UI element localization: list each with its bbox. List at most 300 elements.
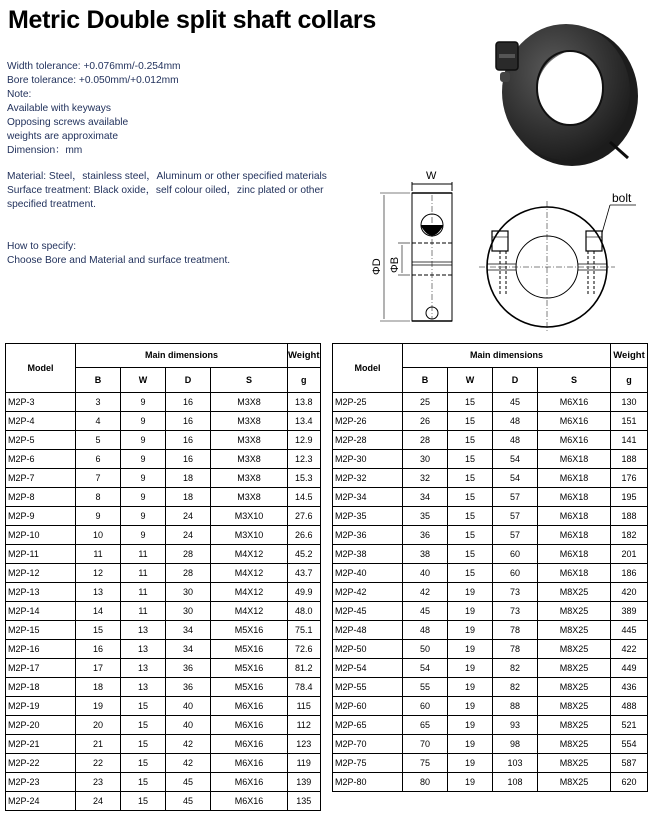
model-cell: M2P-28	[333, 431, 403, 450]
diameter-cell: 57	[493, 507, 538, 526]
screw-cell: M6X18	[538, 450, 611, 469]
screw-cell: M4X12	[211, 602, 288, 621]
weight-cell: 186	[611, 564, 648, 583]
bore-cell: 15	[76, 621, 121, 640]
weight-cell: 72.6	[288, 640, 321, 659]
technical-drawing	[360, 165, 652, 340]
collar-body	[496, 24, 638, 166]
screw-cell: M4X12	[211, 545, 288, 564]
model-cell: M2P-75	[333, 754, 403, 773]
weight-cell: 13.4	[288, 412, 321, 431]
diameter-cell: 60	[493, 545, 538, 564]
weight-cell: 13.8	[288, 393, 321, 412]
width-cell: 9	[121, 412, 166, 431]
diameter-cell: 24	[166, 507, 211, 526]
width-cell: 19	[448, 678, 493, 697]
bore-cell: 35	[403, 507, 448, 526]
width-cell: 15	[121, 792, 166, 811]
model-cell: M2P-18	[6, 678, 76, 697]
bore-cell: 19	[76, 697, 121, 716]
model-cell: M2P-22	[6, 754, 76, 773]
table-row	[333, 678, 648, 697]
screw-cell: M8X25	[538, 602, 611, 621]
bore-cell: 28	[403, 431, 448, 450]
bore-cell: 45	[403, 602, 448, 621]
bore-cell: 3	[76, 393, 121, 412]
screw-cell: M6X18	[538, 564, 611, 583]
tolerance-notes	[7, 60, 327, 158]
screw-cell: M8X25	[538, 583, 611, 602]
table-row	[6, 564, 321, 583]
diameter-cell: 93	[493, 716, 538, 735]
diameter-cell: 16	[166, 450, 211, 469]
diameter-cell: 60	[493, 564, 538, 583]
table-row	[6, 545, 321, 564]
diameter-cell: 54	[493, 469, 538, 488]
bore-cell: 16	[76, 640, 121, 659]
diameter-cell: 34	[166, 640, 211, 659]
table-row	[333, 754, 648, 773]
diameter-cell: 16	[166, 412, 211, 431]
screw-cell: M6X16	[538, 431, 611, 450]
bore-cell: 21	[76, 735, 121, 754]
table-row	[333, 697, 648, 716]
table-row	[333, 659, 648, 678]
diameter-cell: 108	[493, 773, 538, 792]
bore-cell: 30	[403, 450, 448, 469]
bore-cell: 40	[403, 564, 448, 583]
diameter-cell: 16	[166, 393, 211, 412]
bore-cell: 4	[76, 412, 121, 431]
diameter-cell: 45	[166, 773, 211, 792]
weight-cell: 176	[611, 469, 648, 488]
width-cell: 11	[121, 545, 166, 564]
table-row	[333, 507, 648, 526]
table-row	[6, 602, 321, 621]
weight-cell: 49.9	[288, 583, 321, 602]
screw-cell: M8X25	[538, 621, 611, 640]
model-cell: M2P-36	[333, 526, 403, 545]
screw-cell: M4X12	[211, 564, 288, 583]
diameter-cell: 54	[493, 450, 538, 469]
width-cell: 13	[121, 678, 166, 697]
weight-cell: 141	[611, 431, 648, 450]
diameter-cell: 42	[166, 754, 211, 773]
bore-cell: 54	[403, 659, 448, 678]
diameter-cell: 28	[166, 564, 211, 583]
width-cell: 15	[448, 507, 493, 526]
model-cell: M2P-65	[333, 716, 403, 735]
width-cell: 15	[448, 412, 493, 431]
width-header: W	[121, 368, 166, 393]
model-cell: M2P-11	[6, 545, 76, 564]
screw-cell: M3X8	[211, 412, 288, 431]
material-line: Material: Steel，stainless steel，Aluminum or other specified materials	[7, 171, 327, 182]
main-dimensions-header: Main dimensions	[403, 344, 611, 368]
weight-cell: 188	[611, 507, 648, 526]
weight-cell: 15.3	[288, 469, 321, 488]
diameter-cell: 18	[166, 488, 211, 507]
width-cell: 15	[448, 488, 493, 507]
model-cell: M2P-23	[6, 773, 76, 792]
width-cell: 15	[448, 469, 493, 488]
table-row	[333, 450, 648, 469]
table-row	[333, 773, 648, 792]
weight-cell: 436	[611, 678, 648, 697]
weight-cell: 119	[288, 754, 321, 773]
diameter-cell: 28	[166, 545, 211, 564]
width-cell: 9	[121, 393, 166, 412]
od-label: ΦD	[371, 258, 383, 275]
table-row	[333, 545, 648, 564]
width-cell: 9	[121, 507, 166, 526]
screw-cell: M4X12	[211, 583, 288, 602]
table-row	[333, 564, 648, 583]
bore-header: B	[403, 368, 448, 393]
bore-cell: 50	[403, 640, 448, 659]
screw-cell: M8X25	[538, 678, 611, 697]
weight-cell: 45.2	[288, 545, 321, 564]
diameter-cell: 78	[493, 621, 538, 640]
width-cell: 19	[448, 659, 493, 678]
model-cell: M2P-32	[333, 469, 403, 488]
weight-cell: 78.4	[288, 678, 321, 697]
weight-cell: 75.1	[288, 621, 321, 640]
table-header-row	[6, 344, 321, 368]
width-cell: 15	[121, 735, 166, 754]
screw-cell: M3X8	[211, 469, 288, 488]
screw-cell: M8X25	[538, 773, 611, 792]
diameter-cell: 30	[166, 602, 211, 621]
table-row	[6, 659, 321, 678]
table-row	[6, 621, 321, 640]
diameter-cell: 45	[493, 393, 538, 412]
model-cell: M2P-3	[6, 393, 76, 412]
table-row	[333, 431, 648, 450]
diameter-cell: 78	[493, 640, 538, 659]
screw-header: S	[211, 368, 288, 393]
model-cell: M2P-19	[6, 697, 76, 716]
width-cell: 11	[121, 602, 166, 621]
weight-unit: g	[288, 368, 321, 393]
bore-cell: 22	[76, 754, 121, 773]
table-row	[333, 393, 648, 412]
screw-cell: M8X25	[538, 735, 611, 754]
diameter-cell: 24	[166, 526, 211, 545]
model-cell: M2P-14	[6, 602, 76, 621]
bore-cell: 11	[76, 545, 121, 564]
screw-header: S	[538, 368, 611, 393]
width-cell: 15	[448, 393, 493, 412]
front-view	[479, 201, 636, 333]
screw-cell: M8X25	[538, 640, 611, 659]
table-header-row	[333, 344, 648, 368]
model-cell: M2P-6	[6, 450, 76, 469]
weight-cell: 151	[611, 412, 648, 431]
how-to-specify-text: Choose Bore and Material and surface treatment.	[7, 255, 231, 266]
table-row	[6, 469, 321, 488]
how-to-specify	[7, 240, 327, 268]
diameter-cell: 73	[493, 602, 538, 621]
width-cell: 9	[121, 450, 166, 469]
weight-cell: 449	[611, 659, 648, 678]
diameter-cell: 98	[493, 735, 538, 754]
page-title: Metric Double split shaft collars	[8, 6, 376, 34]
width-cell: 11	[121, 583, 166, 602]
screw-cell: M5X16	[211, 678, 288, 697]
width-cell: 15	[448, 545, 493, 564]
table-row	[6, 792, 321, 811]
how-to-specify-label: How to specify:	[7, 241, 77, 252]
bore-tolerance: Bore tolerance: +0.050mm/+0.012mm	[7, 75, 179, 86]
bore-cell: 26	[403, 412, 448, 431]
model-cell: M2P-13	[6, 583, 76, 602]
table-row	[6, 754, 321, 773]
bore-cell: 48	[403, 621, 448, 640]
bore-cell: 42	[403, 583, 448, 602]
weight-cell: 422	[611, 640, 648, 659]
bore-cell: 24	[76, 792, 121, 811]
diameter-cell: 103	[493, 754, 538, 773]
table-row	[6, 697, 321, 716]
width-cell: 15	[448, 431, 493, 450]
weight-unit: g	[611, 368, 648, 393]
width-cell: 19	[448, 697, 493, 716]
table-row	[333, 640, 648, 659]
weight-cell: 201	[611, 545, 648, 564]
screw-cell: M3X8	[211, 450, 288, 469]
table-row	[333, 716, 648, 735]
model-cell: M2P-55	[333, 678, 403, 697]
width-cell: 11	[121, 564, 166, 583]
bore-cell: 7	[76, 469, 121, 488]
width-cell: 9	[121, 431, 166, 450]
width-cell: 13	[121, 640, 166, 659]
table-row	[6, 640, 321, 659]
table-row	[6, 488, 321, 507]
bore-header: B	[76, 368, 121, 393]
width-cell: 9	[121, 488, 166, 507]
surface-treatment-line: Surface treatment: Black oxide，self colour oiled，zinc plated or other specified treatment.	[7, 185, 324, 210]
width-cell: 19	[448, 716, 493, 735]
bore-cell: 75	[403, 754, 448, 773]
diameter-cell: 36	[166, 678, 211, 697]
bore-cell: 20	[76, 716, 121, 735]
model-cell: M2P-5	[6, 431, 76, 450]
dimension-unit: Dimension：mm	[7, 145, 83, 156]
diameter-cell: 16	[166, 431, 211, 450]
bore-cell: 18	[76, 678, 121, 697]
width-label: W	[426, 170, 437, 182]
model-cell: M2P-25	[333, 393, 403, 412]
diameter-cell: 34	[166, 621, 211, 640]
weight-cell: 445	[611, 621, 648, 640]
model-cell: M2P-4	[6, 412, 76, 431]
width-cell: 13	[121, 659, 166, 678]
screw-cell: M8X25	[538, 659, 611, 678]
model-cell: M2P-40	[333, 564, 403, 583]
bore-cell: 80	[403, 773, 448, 792]
screw-cell: M6X16	[211, 697, 288, 716]
table-row	[6, 735, 321, 754]
weight-cell: 182	[611, 526, 648, 545]
weight-cell: 620	[611, 773, 648, 792]
weight-cell: 587	[611, 754, 648, 773]
model-header: Model	[333, 344, 403, 393]
table-row	[333, 526, 648, 545]
bore-cell: 6	[76, 450, 121, 469]
table-row	[6, 450, 321, 469]
model-cell: M2P-38	[333, 545, 403, 564]
model-cell: M2P-17	[6, 659, 76, 678]
dimensions-table-left	[5, 343, 321, 811]
screw-cell: M5X16	[211, 640, 288, 659]
diameter-header: D	[493, 368, 538, 393]
bore-cell: 14	[76, 602, 121, 621]
model-cell: M2P-60	[333, 697, 403, 716]
screw-cell: M6X16	[538, 412, 611, 431]
bore-cell: 25	[403, 393, 448, 412]
diameter-cell: 48	[493, 412, 538, 431]
screw-cell: M6X16	[211, 716, 288, 735]
screw-cell: M6X16	[211, 792, 288, 811]
screw-cell: M3X8	[211, 431, 288, 450]
bore-cell: 5	[76, 431, 121, 450]
diameter-cell: 36	[166, 659, 211, 678]
width-cell: 15	[448, 450, 493, 469]
model-cell: M2P-35	[333, 507, 403, 526]
bore-cell: 34	[403, 488, 448, 507]
screw-cell: M6X16	[538, 393, 611, 412]
model-cell: M2P-80	[333, 773, 403, 792]
table-row	[6, 773, 321, 792]
bore-cell: 10	[76, 526, 121, 545]
weight-cell: 43.7	[288, 564, 321, 583]
bore-cell: 65	[403, 716, 448, 735]
table-row	[6, 412, 321, 431]
screw-cell: M6X16	[211, 754, 288, 773]
screw-cell: M6X18	[538, 545, 611, 564]
table-row	[333, 412, 648, 431]
width-cell: 19	[448, 621, 493, 640]
bore-label: ΦB	[389, 256, 401, 273]
bore-cell: 70	[403, 735, 448, 754]
table-row	[6, 678, 321, 697]
bore-cell: 8	[76, 488, 121, 507]
table-row	[333, 488, 648, 507]
weight-cell: 112	[288, 716, 321, 735]
width-cell: 19	[448, 735, 493, 754]
screw-cell: M6X18	[538, 507, 611, 526]
table-row	[333, 602, 648, 621]
side-view	[380, 182, 452, 321]
material-notes	[7, 170, 327, 212]
bore-cell: 23	[76, 773, 121, 792]
collar-photo	[480, 12, 650, 172]
model-cell: M2P-15	[6, 621, 76, 640]
table-row	[333, 735, 648, 754]
note-keyways: Available with keyways	[7, 103, 111, 114]
bore-cell: 60	[403, 697, 448, 716]
screw-cell: M3X8	[211, 488, 288, 507]
screw-cell: M5X16	[211, 659, 288, 678]
model-cell: M2P-45	[333, 602, 403, 621]
model-cell: M2P-16	[6, 640, 76, 659]
weight-cell: 188	[611, 450, 648, 469]
bore-cell: 32	[403, 469, 448, 488]
width-cell: 15	[121, 716, 166, 735]
screw-cell: M6X16	[211, 773, 288, 792]
weight-cell: 12.9	[288, 431, 321, 450]
width-cell: 19	[448, 602, 493, 621]
weight-cell: 135	[288, 792, 321, 811]
diameter-cell: 40	[166, 697, 211, 716]
table-row	[6, 393, 321, 412]
model-cell: M2P-24	[6, 792, 76, 811]
weight-cell: 115	[288, 697, 321, 716]
bore-cell: 36	[403, 526, 448, 545]
diameter-cell: 82	[493, 659, 538, 678]
table-row	[333, 583, 648, 602]
width-cell: 19	[448, 773, 493, 792]
weight-cell: 389	[611, 602, 648, 621]
model-cell: M2P-9	[6, 507, 76, 526]
width-cell: 19	[448, 583, 493, 602]
weight-cell: 14.5	[288, 488, 321, 507]
bore-cell: 9	[76, 507, 121, 526]
diameter-header: D	[166, 368, 211, 393]
bore-cell: 17	[76, 659, 121, 678]
width-cell: 15	[448, 564, 493, 583]
diameter-cell: 45	[166, 792, 211, 811]
bore-cell: 12	[76, 564, 121, 583]
diameter-cell: 57	[493, 488, 538, 507]
model-cell: M2P-70	[333, 735, 403, 754]
main-dimensions-header: Main dimensions	[76, 344, 288, 368]
model-cell: M2P-48	[333, 621, 403, 640]
weight-header: Weight	[611, 344, 648, 368]
width-cell: 15	[121, 697, 166, 716]
table-row	[333, 469, 648, 488]
diameter-cell: 82	[493, 678, 538, 697]
width-cell: 15	[448, 526, 493, 545]
screw-cell: M6X18	[538, 469, 611, 488]
model-cell: M2P-12	[6, 564, 76, 583]
diameter-cell: 73	[493, 583, 538, 602]
weight-cell: 48.0	[288, 602, 321, 621]
bore-cell: 13	[76, 583, 121, 602]
table-row	[6, 507, 321, 526]
note-label: Note:	[7, 89, 32, 100]
model-cell: M2P-54	[333, 659, 403, 678]
table-row	[6, 716, 321, 735]
diameter-cell: 57	[493, 526, 538, 545]
table-row	[6, 526, 321, 545]
model-cell: M2P-20	[6, 716, 76, 735]
screw-cell: M8X25	[538, 697, 611, 716]
width-header: W	[448, 368, 493, 393]
bore-cell: 38	[403, 545, 448, 564]
weight-cell: 420	[611, 583, 648, 602]
width-cell: 9	[121, 526, 166, 545]
model-cell: M2P-50	[333, 640, 403, 659]
weight-cell: 139	[288, 773, 321, 792]
bolt-label: bolt	[612, 191, 632, 205]
weight-cell: 521	[611, 716, 648, 735]
model-cell: M2P-34	[333, 488, 403, 507]
diameter-cell: 88	[493, 697, 538, 716]
model-header: Model	[6, 344, 76, 393]
